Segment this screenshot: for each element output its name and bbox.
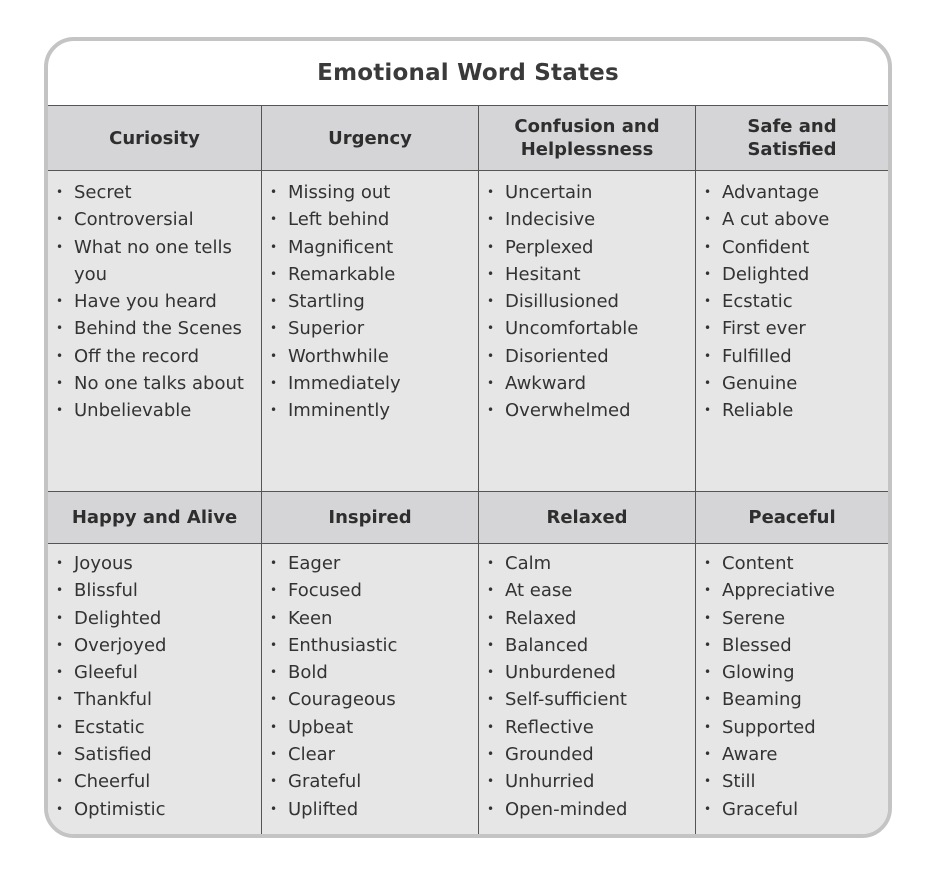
word-list	[48, 544, 261, 823]
word-list-item: • Ecstatic	[74, 714, 255, 741]
word-list-item: • Satisfied	[74, 741, 255, 768]
word-list-item: • Relaxed	[505, 605, 689, 632]
word-list-item: • First ever	[722, 315, 882, 342]
word-list-item: • Eager	[288, 550, 472, 577]
category-heading-text: Curiosity	[109, 127, 200, 149]
word-list-item: • Advantage	[722, 179, 882, 206]
word-list-item: • Optimistic	[74, 796, 255, 823]
category-heading-text: Relaxed	[546, 507, 628, 528]
category-heading	[262, 492, 479, 544]
word-list-item: • Unhurried	[505, 768, 689, 795]
word-list-item: • Supported	[722, 714, 882, 741]
category-heading-text: Safe and Satisfied	[747, 116, 837, 160]
word-list-item: • Overwhelmed	[505, 397, 689, 424]
word-list-item: • Delighted	[722, 261, 882, 288]
word-list-item: • No one talks about	[74, 370, 255, 397]
word-list-item: • Reflective	[505, 714, 689, 741]
word-list-item: • Behind the Scenes	[74, 315, 255, 342]
word-list-cell	[48, 544, 262, 838]
word-list-item: • Calm	[505, 550, 689, 577]
word-list	[696, 544, 888, 823]
word-list-item: • Confident	[722, 234, 882, 261]
word-list-item: • Unbelievable	[74, 397, 255, 424]
word-list-item: • Cheerful	[74, 768, 255, 795]
word-list-item: • Graceful	[722, 796, 882, 823]
word-list-item: • Balanced	[505, 632, 689, 659]
category-heading	[262, 106, 479, 171]
word-list-item: • Unburdened	[505, 659, 689, 686]
word-list-cell	[479, 171, 696, 492]
word-list-item: • Thankful	[74, 686, 255, 713]
word-list-cell	[262, 544, 479, 838]
word-list-item: • Open-minded	[505, 796, 689, 823]
word-list-item: • Awkward	[505, 370, 689, 397]
emotional-word-states-table	[44, 37, 892, 838]
category-heading-text: Urgency	[328, 127, 412, 149]
word-list-item: • Serene	[722, 605, 882, 632]
word-list-item: • Ecstatic	[722, 288, 882, 315]
word-list-item: • Uplifted	[288, 796, 472, 823]
word-list-item: • Grounded	[505, 741, 689, 768]
word-list-item: • Appreciative	[722, 577, 882, 604]
word-list	[262, 171, 478, 425]
word-list-cell	[48, 171, 262, 492]
word-list-item: • Imminently	[288, 397, 472, 424]
category-heading-text: Inspired	[328, 507, 412, 528]
word-list-item: • Blissful	[74, 577, 255, 604]
word-list-item: • Grateful	[288, 768, 472, 795]
category-heading-text: Peaceful	[748, 507, 836, 528]
category-heading	[48, 492, 262, 544]
category-heading	[48, 106, 262, 171]
word-list-item: • Reliable	[722, 397, 882, 424]
word-list-cell	[262, 171, 479, 492]
word-list-item: • Secret	[74, 179, 255, 206]
word-list-item: • Immediately	[288, 370, 472, 397]
word-list-item: • Clear	[288, 741, 472, 768]
word-list-cell	[696, 171, 888, 492]
category-heading	[696, 106, 888, 171]
category-heading-text: Happy and Alive	[71, 507, 238, 528]
word-list-item: • Uncomfortable	[505, 315, 689, 342]
word-list-item: • Remarkable	[288, 261, 472, 288]
word-list-item: • Focused	[288, 577, 472, 604]
word-list-item: • Fulfilled	[722, 343, 882, 370]
word-list-item: • Indecisive	[505, 206, 689, 233]
word-list	[479, 544, 695, 823]
word-list-item: • Disillusioned	[505, 288, 689, 315]
word-list-item: • Magnificent	[288, 234, 472, 261]
category-heading-text: Confusion and Helplessness	[514, 116, 660, 160]
word-list-item: • Superior	[288, 315, 472, 342]
word-list	[696, 171, 888, 425]
word-list-item: • Left behind	[288, 206, 472, 233]
word-list-item: • Off the record	[74, 343, 255, 370]
word-list-item: • Bold	[288, 659, 472, 686]
word-list-item: • Content	[722, 550, 882, 577]
word-list-item: • Upbeat	[288, 714, 472, 741]
word-list-item: • Overjoyed	[74, 632, 255, 659]
word-list-item: • Joyous	[74, 550, 255, 577]
word-list-item: • Startling	[288, 288, 472, 315]
category-heading	[479, 492, 696, 544]
category-heading	[696, 492, 888, 544]
word-list-item: • Worthwhile	[288, 343, 472, 370]
word-list-item: • At ease	[505, 577, 689, 604]
word-list-item: • A cut above	[722, 206, 882, 233]
word-list-item: • Beaming	[722, 686, 882, 713]
word-list	[262, 544, 478, 823]
title-bar	[48, 41, 888, 106]
word-list-item: • Still	[722, 768, 882, 795]
word-list-item: • Blessed	[722, 632, 882, 659]
word-list-item: • Missing out	[288, 179, 472, 206]
table-title: Emotional Word States	[317, 60, 619, 86]
word-list-cell	[479, 544, 696, 838]
word-list-item: • Self-sufficient	[505, 686, 689, 713]
word-list-cell	[696, 544, 888, 838]
word-list-item: • Controversial	[74, 206, 255, 233]
word-list-item: • Disoriented	[505, 343, 689, 370]
word-list-item: • Have you heard	[74, 288, 255, 315]
word-grid	[48, 106, 888, 838]
word-list-item: • Aware	[722, 741, 882, 768]
word-list-item: • Glowing	[722, 659, 882, 686]
word-list-item: • Hesitant	[505, 261, 689, 288]
word-list	[479, 171, 695, 425]
word-list-item: • Keen	[288, 605, 472, 632]
word-list-item: • What no one tells you	[74, 234, 255, 289]
word-list-item: • Delighted	[74, 605, 255, 632]
word-list-item: • Uncertain	[505, 179, 689, 206]
category-heading	[479, 106, 696, 171]
word-list-item: • Courageous	[288, 686, 472, 713]
word-list-item: • Perplexed	[505, 234, 689, 261]
word-list-item: • Gleeful	[74, 659, 255, 686]
word-list	[48, 171, 261, 425]
word-list-item: • Genuine	[722, 370, 882, 397]
word-list-item: • Enthusiastic	[288, 632, 472, 659]
